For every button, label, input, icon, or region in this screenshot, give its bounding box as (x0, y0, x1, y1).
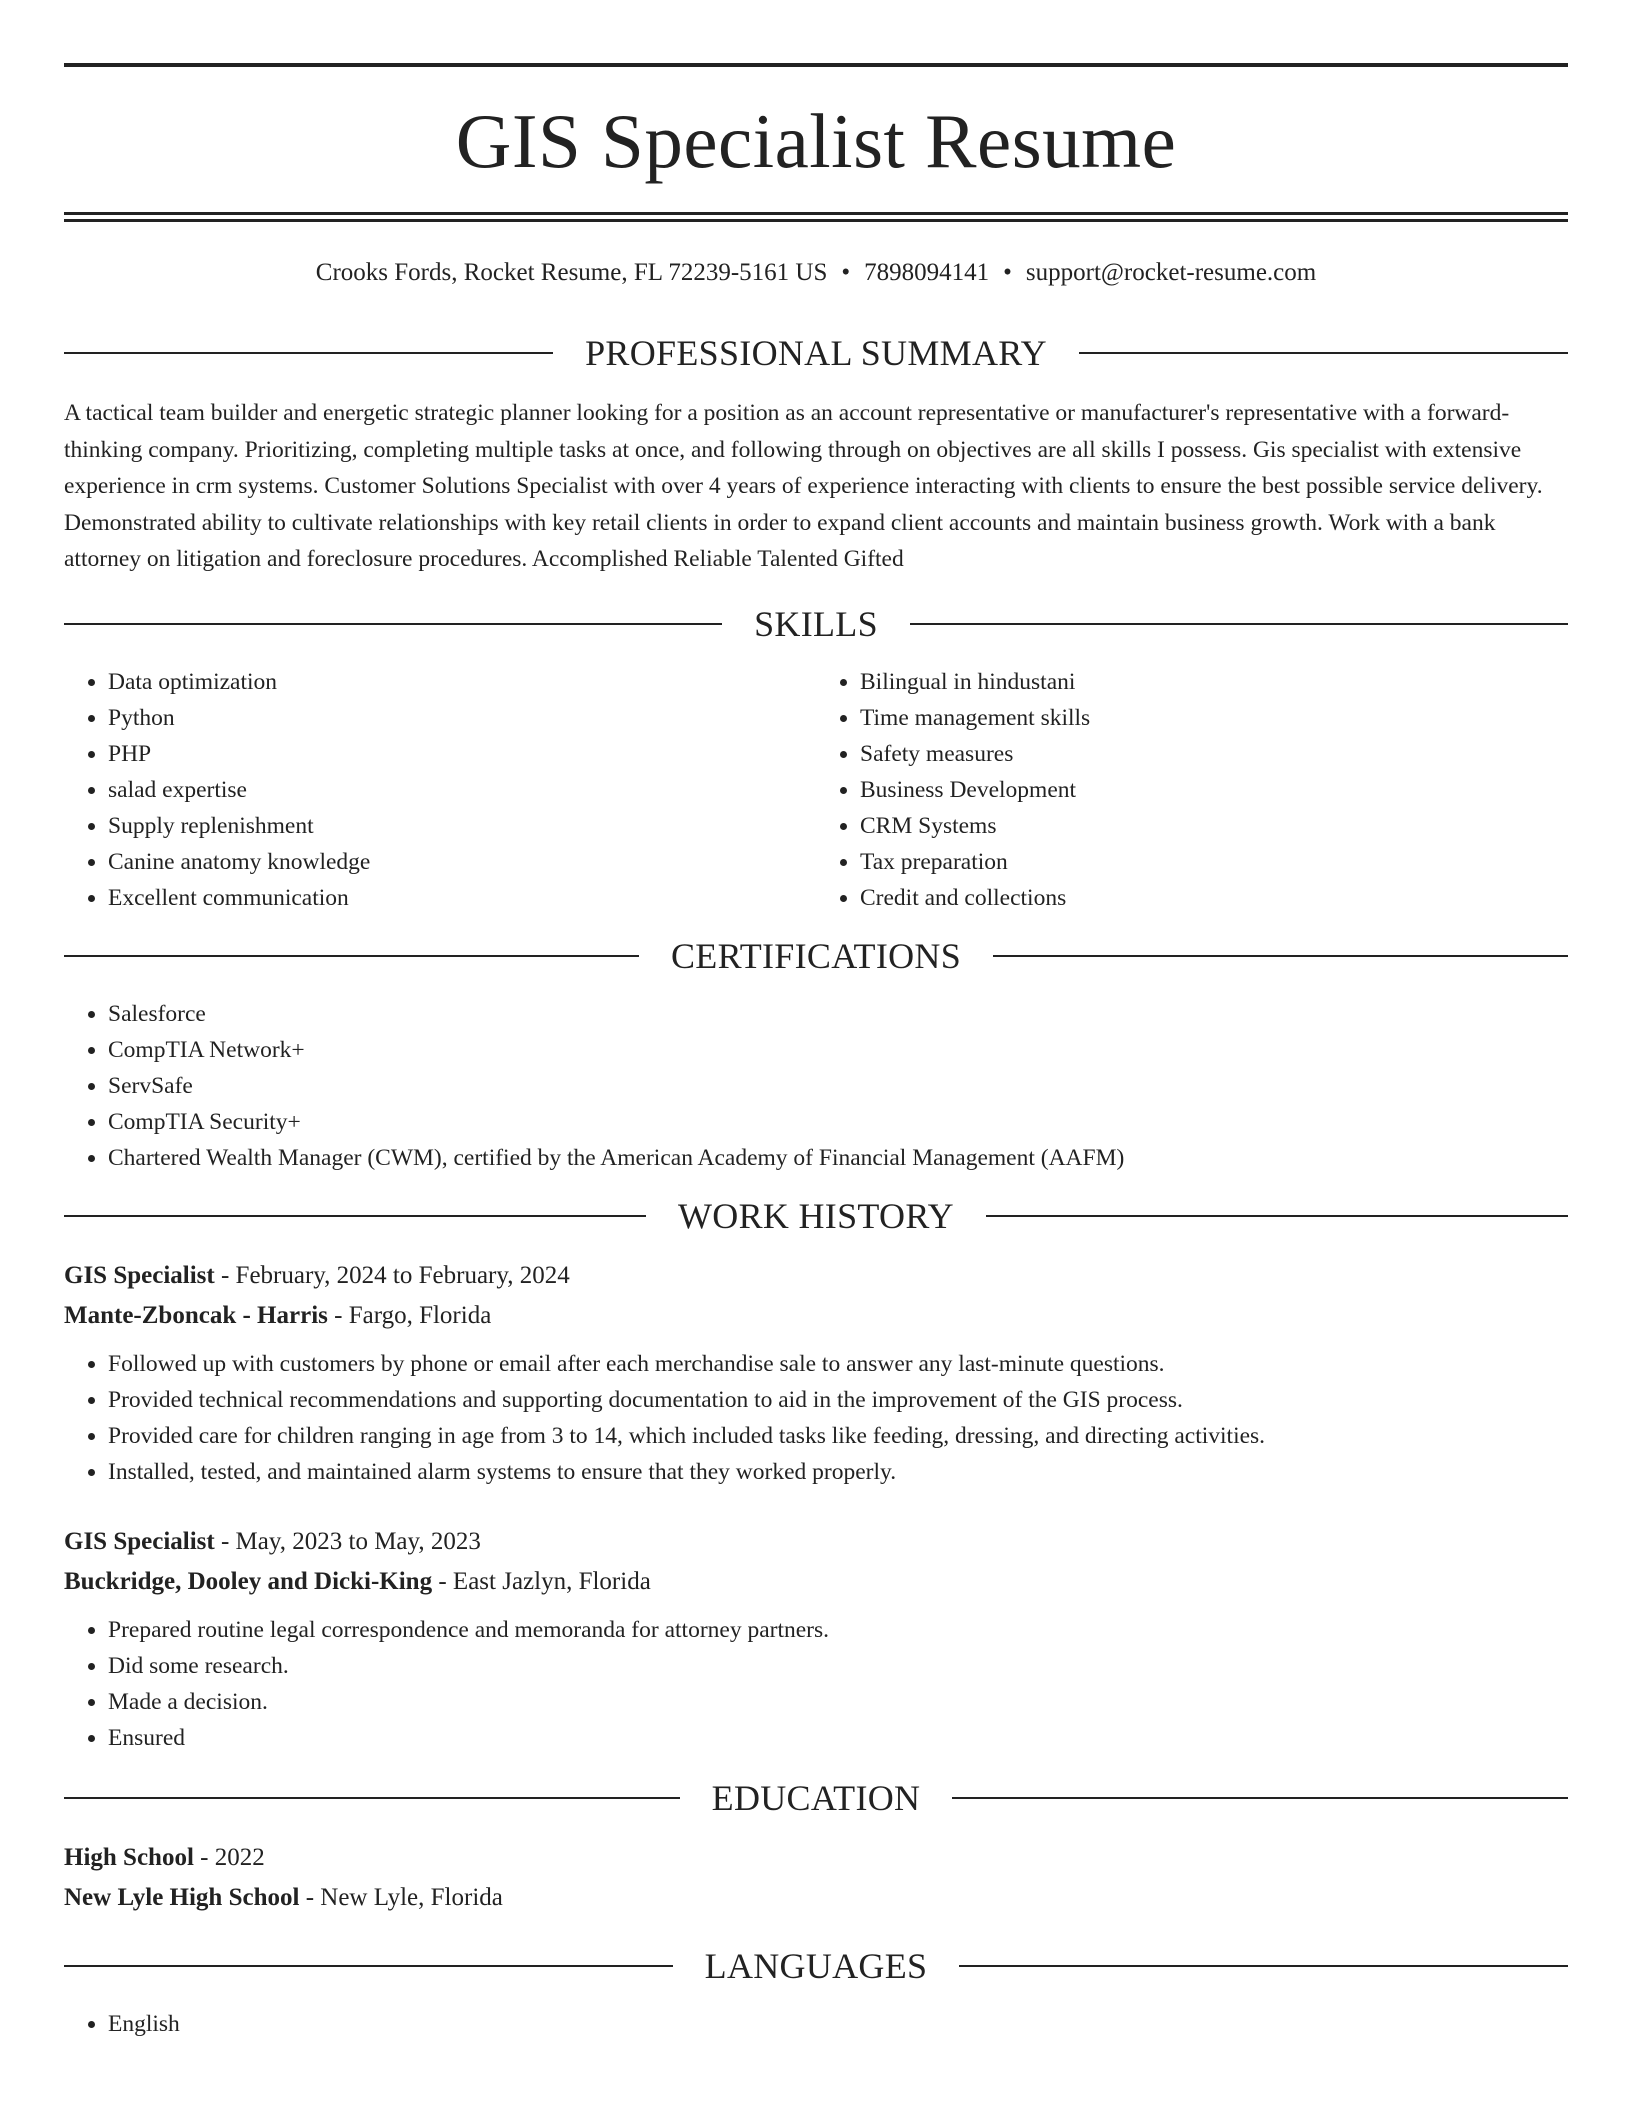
job-dates: - May, 2023 to May, 2023 (214, 1527, 481, 1555)
languages-section-heading (64, 1945, 1568, 1986)
title-double-rule (64, 212, 1568, 222)
heading-rule (64, 1797, 680, 1799)
skill-item: • Excellent communication (108, 880, 816, 916)
skill-item: • Business Development (860, 772, 1568, 808)
certifications-heading-label: CERTIFICATIONS (670, 935, 962, 976)
education-heading-label: EDUCATION (711, 1777, 921, 1818)
job-entry (64, 1522, 1568, 1756)
job-dates: - February, 2024 to February, 2024 (214, 1261, 570, 1289)
resume-title: GIS Specialist Resume (455, 98, 1177, 184)
job-location: - Fargo, Florida (327, 1301, 492, 1329)
skill-item: • Safety measures (860, 736, 1568, 772)
heading-rule (993, 955, 1568, 957)
skills-list-left (64, 664, 816, 916)
skill-item: • Credit and collections (860, 880, 1568, 916)
skill-item: • PHP (108, 736, 816, 772)
education-year: - 2022 (193, 1843, 265, 1871)
certification-item: • CompTIA Security+ (108, 1104, 1568, 1140)
job-bullet: • Made a decision. (108, 1684, 1568, 1720)
education-location: - New Lyle, Florida (299, 1883, 503, 1911)
contact-separator: • (841, 259, 851, 286)
summary-section-heading (64, 335, 1568, 371)
education-degree: High School (64, 1843, 194, 1871)
skill-item: • Supply replenishment (108, 808, 816, 844)
heading-rule (64, 352, 553, 354)
job-bullets (64, 1612, 1568, 1756)
heading-rule (1079, 352, 1568, 354)
job-bullet: • Did some research. (108, 1648, 1568, 1684)
contact-email: support@rocket-resume.com (1025, 259, 1317, 286)
education-degree-line (64, 1838, 1568, 1878)
heading-rule (64, 623, 722, 625)
heading-rule (952, 1797, 1568, 1799)
education-entry (64, 1838, 1568, 1918)
skill-item: • Python (108, 700, 816, 736)
languages-heading-label: LANGUAGES (704, 1945, 928, 1986)
job-location: - East Jazlyn, Florida (432, 1567, 651, 1595)
contact-phone: 7898094141 (864, 259, 990, 286)
heading-rule (64, 1215, 646, 1217)
summary-heading-label: PROFESSIONAL SUMMARY (585, 333, 1047, 373)
work-section-heading (64, 1195, 1568, 1236)
contact-address: Crooks Fords, Rocket Resume, FL 72239-5161 US (315, 259, 828, 286)
skill-item: • Time management skills (860, 700, 1568, 736)
heading-rule (986, 1215, 1568, 1217)
job-bullets (64, 1346, 1568, 1490)
skills-heading-label: SKILLS (754, 603, 878, 644)
job-bullet: • Prepared routine legal correspondence and memoranda for attorney partners. (108, 1612, 1568, 1648)
skills-list-right (816, 664, 1568, 916)
education-school-line (64, 1878, 1568, 1918)
education-section-heading (64, 1777, 1568, 1818)
work-heading-label: WORK HISTORY (678, 1195, 954, 1236)
job-bullet: • Provided technical recommendations and supporting documentation to aid in the improvement of the GIS process. (108, 1382, 1568, 1418)
skill-item: • salad expertise (108, 772, 816, 808)
job-bullet: • Ensured (108, 1720, 1568, 1756)
skill-item: • CRM Systems (860, 808, 1568, 844)
summary-text: A tactical team builder and energetic strategic planner looking for a position as an account representative or manufacturer's representative with a forward-thinking company. Prioritizing, completing multiple tasks at once, and following through on objectives are all skills I possess. Gis specialist with extensive experience in crm systems. Customer Solutions Specialist with over 4 years of experience interacting with clients to ensure the best possible service delivery. Demonstrated ability to cultivate relationships with key retail clients in order to expand client accounts and maintain business growth. Work with a bank attorney on litigation and foreclosure procedures. Accomplished Reliable Talented Gifted (64, 400, 1543, 572)
contact-line (64, 260, 1568, 285)
job-company-line (64, 1562, 1568, 1602)
heading-rule (64, 955, 639, 957)
education-school: New Lyle High School (64, 1883, 300, 1911)
job-title-line (64, 1256, 1568, 1296)
job-bullet: • Installed, tested, and maintained alarm systems to ensure that they worked properly. (108, 1454, 1568, 1490)
job-company: Mante-Zboncak - Harris (64, 1301, 328, 1329)
certification-item: • Chartered Wealth Manager (CWM), certified by the American Academy of Financial Management (AAFM) (108, 1140, 1568, 1176)
certifications-list (64, 996, 1568, 1176)
skill-item: • Data optimization (108, 664, 816, 700)
skill-item: • Canine anatomy knowledge (108, 844, 816, 880)
certification-item: • Salesforce (108, 996, 1568, 1032)
heading-rule (64, 1965, 673, 1967)
heading-rule (910, 623, 1568, 625)
job-title: GIS Specialist (64, 1527, 215, 1555)
job-title: GIS Specialist (64, 1261, 215, 1289)
heading-rule (959, 1965, 1568, 1967)
skills-columns (64, 664, 1568, 916)
job-entry (64, 1256, 1568, 1490)
top-rule (64, 63, 1568, 67)
skill-item: • Tax preparation (860, 844, 1568, 880)
certification-item: • ServSafe (108, 1068, 1568, 1104)
skills-section-heading (64, 603, 1568, 644)
job-company: Buckridge, Dooley and Dicki-King (64, 1567, 433, 1595)
job-company-line (64, 1296, 1568, 1336)
job-bullet: • Followed up with customers by phone or email after each merchandise sale to answer any last-minute questions. (108, 1346, 1568, 1382)
languages-list (64, 2006, 1568, 2042)
certification-item: • CompTIA Network+ (108, 1032, 1568, 1068)
certifications-section-heading (64, 935, 1568, 976)
job-bullet: • Provided care for children ranging in age from 3 to 14, which included tasks like feeding, dressing, and directing activities. (108, 1418, 1568, 1454)
language-item: • English (108, 2006, 1568, 2042)
job-title-line (64, 1522, 1568, 1562)
contact-separator: • (1003, 259, 1012, 286)
skill-item: • Bilingual in hindustani (860, 664, 1568, 700)
